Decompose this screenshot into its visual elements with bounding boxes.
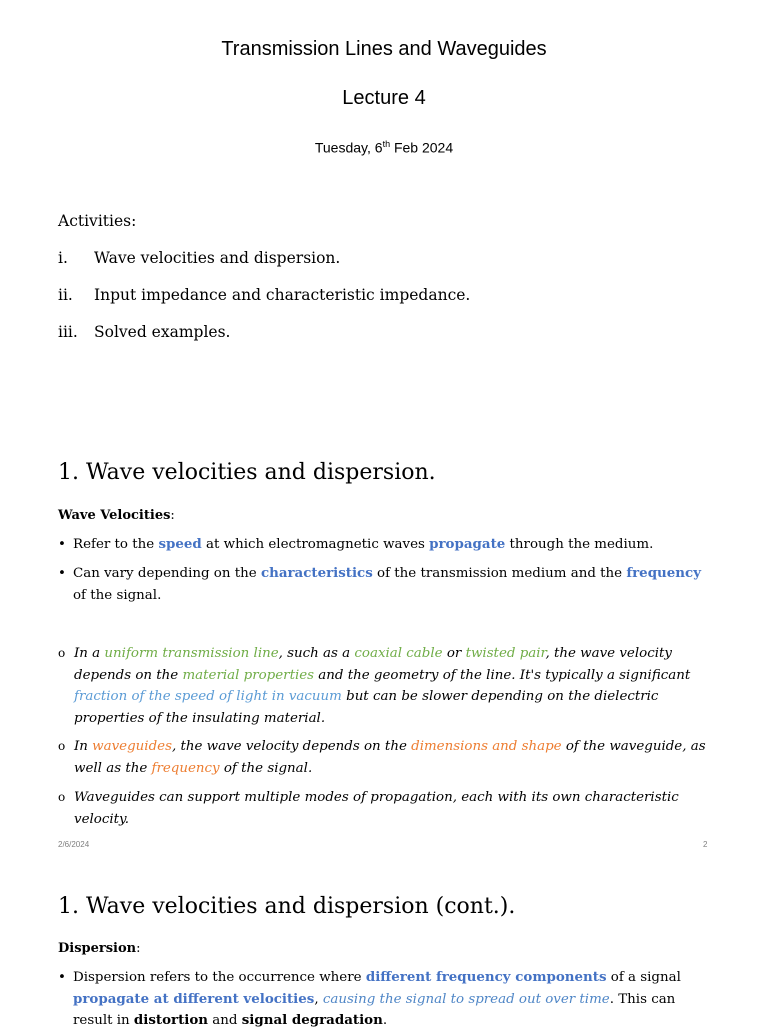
slide-date: 2/6/2024	[58, 840, 90, 849]
circle-bullet-icon: o	[58, 739, 66, 753]
section-heading: 1. Wave velocities and dispersion (cont.).	[58, 894, 516, 919]
activity-item: ii. Input impedance and characteristic impedance.	[58, 286, 471, 304]
bullet-item: • Can vary depending on the characteristics of the transmission medium and the frequency of the signal.	[58, 565, 701, 603]
sub-bullet-item: o In waveguides, the wave velocity depends on the dimensions and shape of the waveguide, as well as the frequency of the signal.	[58, 736, 714, 779]
slide-number: 2	[703, 840, 708, 849]
sub-bullet-item: o In a uniform transmission line, such as a coaxial cable or twisted pair, the wave velocity depends on the material properties and the geometry of the line. It's typically a significant fraction of the speed of light in vacuum but can be slower depending on the dielectric properties of the insulating material.	[58, 643, 714, 729]
bullet-dot-icon: •	[58, 537, 66, 552]
bullet-item: • Refer to the speed at which electromagnetic waves propagate through the medium.	[58, 534, 714, 556]
bullet-dot-icon: •	[58, 566, 66, 581]
document-title: Transmission Lines and Waveguides	[221, 38, 547, 60]
activity-item: i. Wave velocities and dispersion.	[58, 249, 341, 267]
sub-bullet-item: o Waveguides can support multiple modes of propagation, each with its own characteristic velocity.	[58, 787, 714, 830]
circle-bullet-icon: o	[58, 790, 66, 804]
lecture-date: Tuesday, 6th Feb 2024	[314, 139, 454, 156]
section-heading: 1. Wave velocities and dispersion.	[58, 460, 436, 485]
subheading-wave-velocities: Wave Velocities:	[58, 508, 175, 523]
lecture-number: Lecture 4	[342, 87, 426, 109]
activities-heading: Activities:	[58, 212, 137, 230]
circle-bullet-icon: o	[58, 646, 66, 660]
bullet-item: • Dispersion refers to the occurrence where different frequency components of a signal propagate at different velocities, causing the signal to spread out over time. This can result in distortion and signal degradation.	[58, 969, 681, 1028]
activity-item: iii. Solved examples.	[58, 323, 231, 341]
bullet-dot-icon: •	[58, 970, 66, 985]
subheading-dispersion: Dispersion:	[58, 941, 141, 956]
